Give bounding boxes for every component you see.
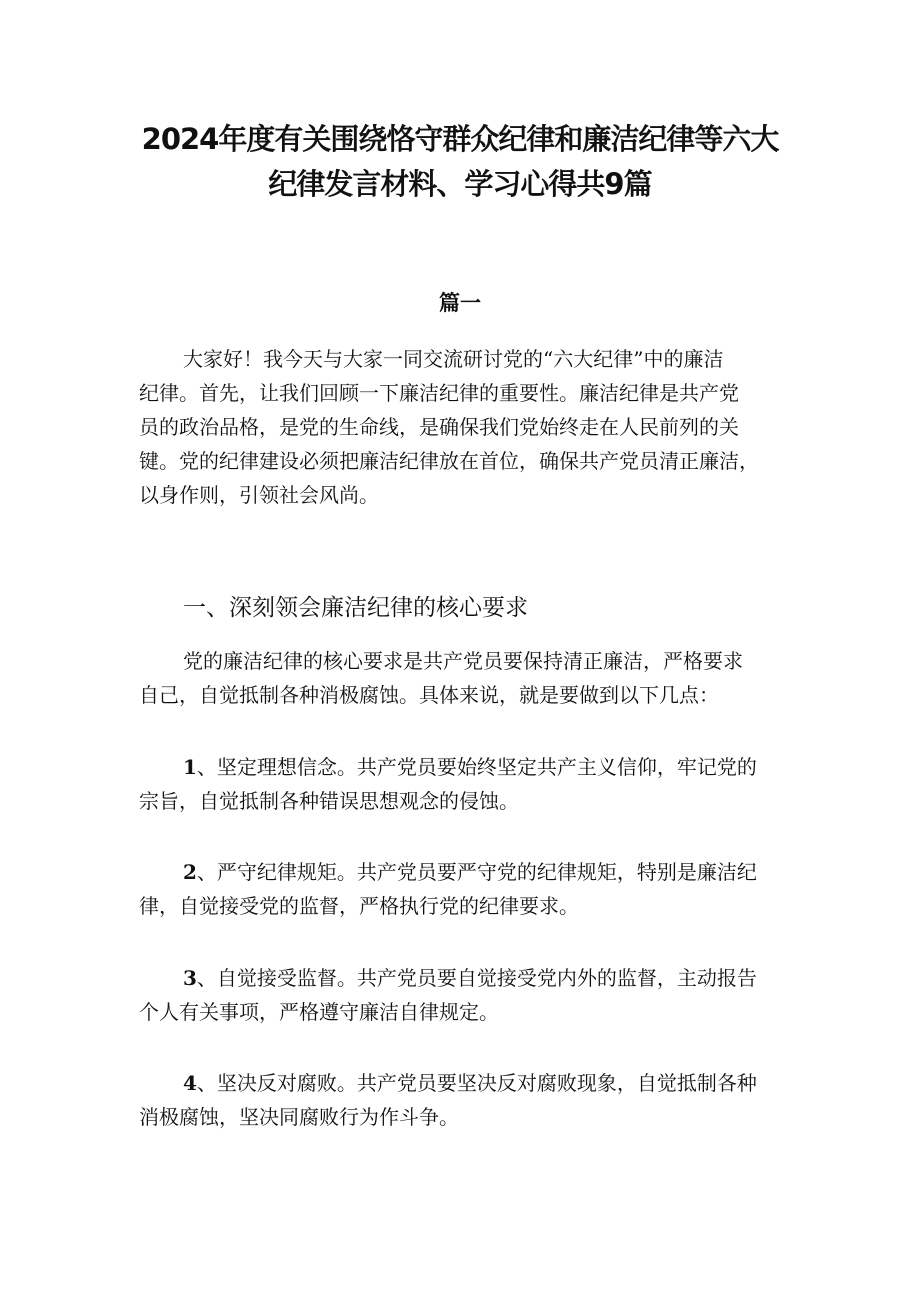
intro-line: 纪律。首先，让我们回顾一下廉洁纪律的重要性。廉洁纪律是共产党 <box>139 381 739 405</box>
point-text: 、坚定理想信念。共产党员要始终坚定共产主义信仰，牢记党的 <box>196 755 757 779</box>
point-line <box>139 855 791 889</box>
point-text: 、坚决反对腐败。共产党员要坚决反对腐败现象，自觉抵制各种 <box>196 1071 757 1095</box>
point-number: 1 <box>183 755 197 779</box>
point-paragraph <box>139 1066 791 1134</box>
point-number: 2 <box>183 860 197 884</box>
point-line: 宗旨，自觉抵制各种错误思想观念的侵蚀。 <box>139 789 519 813</box>
core-line: 党的廉洁纪律的核心要求是共产党员要保持清正廉洁，严格要求 <box>183 649 743 673</box>
point-text: 、严守纪律规矩。共产党员要严守党的纪律规矩，特别是廉洁纪 <box>196 860 757 884</box>
document-title-line-2: 纪律发言材料、学习心得共9篇 <box>268 167 652 201</box>
point-line: 个人有关事项，严格遵守廉洁自律规定。 <box>139 1000 499 1024</box>
intro-paragraph <box>139 342 791 512</box>
point-line <box>139 750 791 784</box>
point-line <box>139 1066 791 1100</box>
point-paragraph <box>139 855 791 923</box>
point-text: 、自觉接受监督。共产党员要自觉接受党内外的监督，主动报告 <box>196 966 757 990</box>
point-paragraph <box>139 961 791 1029</box>
intro-line: 大家好！我今天与大家一同交流研讨党的“六大纪律”中的廉洁 <box>183 347 724 371</box>
intro-line: 员的政治品格，是党的生命线，是确保我们党始终走在人民前列的关 <box>139 415 739 439</box>
intro-line: 键。党的纪律建设必须把廉洁纪律放在首位，确保共产党员清正廉洁， <box>139 449 759 473</box>
document-title-line-1: 2024年度有关围绕恪守群众纪律和廉洁纪律等六大 <box>141 122 779 156</box>
point-number: 3 <box>183 966 197 990</box>
point-line: 律，自觉接受党的监督，严格执行党的纪律要求。 <box>139 894 579 918</box>
core-line: 自己，自觉抵制各种消极腐蚀。具体来说，就是要做到以下几点： <box>139 683 719 707</box>
intro-line: 以身作则，引领社会风尚。 <box>139 483 379 507</box>
point-line <box>139 961 791 995</box>
point-number: 4 <box>183 1071 197 1095</box>
point-paragraph <box>139 750 791 818</box>
core-paragraph <box>139 644 791 712</box>
point-line: 消极腐蚀，坚决同腐败行为作斗争。 <box>139 1105 459 1129</box>
section-label: 篇一 <box>439 291 481 315</box>
heading-core-requirements: 一、深刻领会廉洁纪律的核心要求 <box>183 595 528 621</box>
